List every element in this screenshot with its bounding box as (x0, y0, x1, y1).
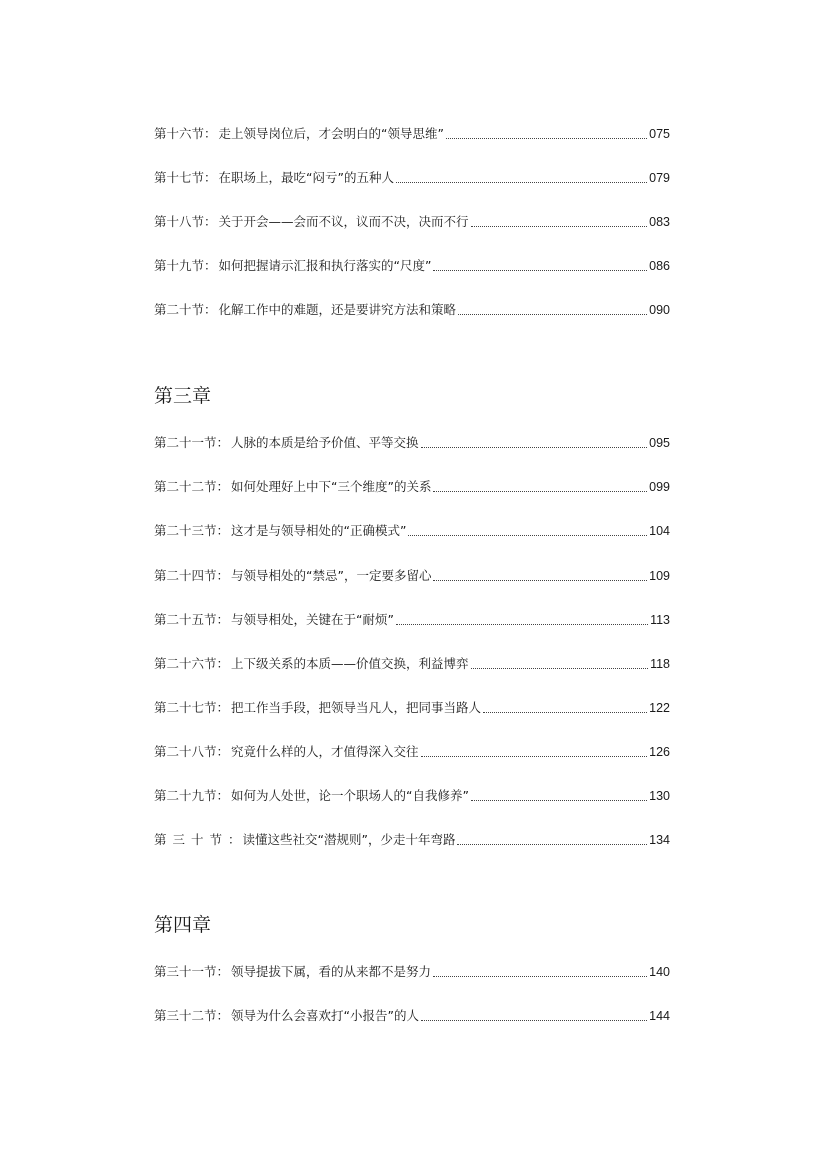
toc-entry-section-19[interactable] (154, 254, 670, 274)
toc-entry-section-17[interactable] (154, 166, 670, 186)
toc-entry-title: 把工作当手段，把领导当凡人，把同事当路人 (231, 700, 482, 715)
dot-leader (433, 491, 647, 492)
toc-entry-separator: ： (204, 302, 217, 317)
toc-entry-label: 第二十九节 (154, 788, 217, 803)
dot-leader (433, 270, 647, 271)
toc-entry-separator: ： (216, 656, 230, 671)
chapter-heading: 第四章 (154, 914, 212, 936)
toc-entry-label: 第十六节 (154, 126, 205, 141)
toc-entry-page-number: 126 (649, 745, 670, 759)
toc-entry-title: 走上领导岗位后，才会明白的“领导思维” (218, 126, 444, 141)
toc-entry-label: 第二十三节 (154, 523, 217, 538)
toc-entry-separator: ： (216, 612, 230, 627)
dot-leader (421, 1020, 647, 1021)
toc-entry-page-number: 104 (649, 524, 670, 538)
toc-entry-page-number: 090 (649, 303, 670, 317)
toc-entry-label: 第二十八节 (154, 744, 217, 759)
dot-leader (433, 580, 647, 581)
dot-leader (471, 226, 648, 227)
dot-leader (396, 182, 647, 183)
toc-entry-section-20[interactable] (154, 298, 670, 318)
toc-entry-label: 第二十节 (154, 302, 205, 317)
toc-entry-page-number: 113 (650, 613, 670, 627)
toc-entry-label: 第二十一节 (154, 435, 217, 450)
toc-entry-label: 第二十五节 (154, 612, 217, 627)
toc-entry-title: 领导为什么会喜欢打“小报告”的人 (231, 1008, 419, 1023)
toc-entry-title: 人脉的本质是给予价值、平等交换 (231, 435, 419, 450)
toc-entry-separator: ： (216, 964, 230, 979)
toc-entry-separator: ： (216, 700, 230, 715)
toc-entry-page-number: 134 (649, 833, 670, 847)
toc-entry-separator: ： (204, 170, 217, 185)
dot-leader (396, 624, 648, 625)
toc-entry-section-30[interactable] (154, 828, 670, 848)
toc-entry-page-number: 140 (649, 965, 670, 979)
toc-entry-label: 第三十节 (154, 832, 229, 847)
toc-entry-separator: ： (204, 126, 217, 141)
toc-entry-title: 如何为人处世，论一个职场人的“自我修养” (231, 788, 469, 803)
toc-entry-title: 与领导相处，关键在于“耐烦” (231, 612, 394, 627)
toc-entry-separator: ： (228, 832, 241, 847)
toc-entry-separator: ： (216, 788, 230, 803)
dot-leader (408, 535, 647, 536)
toc-entry-section-21[interactable] (154, 431, 670, 451)
toc-entry-section-16[interactable] (154, 122, 670, 142)
toc-entry-separator: ： (204, 214, 217, 229)
toc-entry-page-number: 083 (649, 215, 670, 229)
toc-entry-page-number: 095 (649, 436, 670, 450)
toc-entry-page-number: 099 (649, 480, 670, 494)
toc-entry-label: 第二十四节 (154, 568, 217, 583)
toc-entry-separator: ： (216, 435, 230, 450)
toc-entry-label: 第十八节 (154, 214, 205, 229)
toc-entry-separator: ： (204, 258, 217, 273)
toc-entry-section-28[interactable] (154, 740, 670, 760)
dot-leader (458, 314, 647, 315)
dot-leader (471, 800, 647, 801)
toc-entry-section-24[interactable] (154, 564, 670, 584)
toc-entry-separator: ： (216, 523, 230, 538)
chapter-heading: 第三章 (154, 385, 212, 407)
toc-entry-page-number: 118 (650, 657, 670, 671)
toc-entry-section-18[interactable] (154, 210, 670, 230)
toc-entry-section-23[interactable] (154, 519, 670, 539)
toc-entry-page-number: 109 (649, 569, 670, 583)
toc-entry-section-27[interactable] (154, 696, 670, 716)
toc-entry-title: 关于开会——会而不议，议而不决，决而不行 (218, 214, 469, 229)
toc-entry-section-29[interactable] (154, 784, 670, 804)
toc-entry-title: 在职场上，最吃“闷亏”的五种人 (218, 170, 394, 185)
toc-entry-separator: ： (216, 479, 230, 494)
toc-entry-title: 领导提拔下属，看的从来都不是努力 (231, 964, 432, 979)
dot-leader (471, 668, 649, 669)
toc-entry-title: 如何把握请示汇报和执行落实的“尺度” (218, 258, 432, 273)
toc-entry-section-26[interactable] (154, 652, 670, 672)
toc-entry-title: 上下级关系的本质——价值交换，利益博弈 (231, 656, 469, 671)
toc-entry-label: 第二十二节 (154, 479, 217, 494)
toc-entry-title: 与领导相处的“禁忌”，一定要多留心 (231, 568, 432, 583)
toc-entry-title: 读懂这些社交“潜规则”，少走十年弯路 (242, 832, 456, 847)
toc-entry-title: 如何处理好上中下“三个维度”的关系 (231, 479, 432, 494)
toc-entry-section-32[interactable] (154, 1004, 670, 1024)
dot-leader (421, 447, 648, 448)
toc-entry-separator: ： (216, 744, 230, 759)
toc-entry-page-number: 086 (649, 259, 670, 273)
toc-entry-title: 化解工作中的难题，还是要讲究方法和策略 (218, 302, 457, 317)
toc-entry-separator: ： (216, 568, 230, 583)
toc-entry-label: 第三十一节 (154, 964, 217, 979)
dot-leader (457, 844, 647, 845)
toc-entry-title: 究竟什么样的人，才值得深入交往 (231, 744, 419, 759)
toc-entry-page-number: 122 (649, 701, 670, 715)
toc-entry-label: 第三十二节 (154, 1008, 217, 1023)
toc-entry-page-number: 079 (649, 171, 670, 185)
toc-entry-label: 第二十六节 (154, 656, 217, 671)
toc-entry-page-number: 075 (649, 127, 670, 141)
toc-entry-page-number: 130 (649, 789, 670, 803)
dot-leader (446, 138, 647, 139)
dot-leader (483, 712, 647, 713)
dot-leader (421, 756, 648, 757)
toc-entry-title: 这才是与领导相处的“正确模式” (231, 523, 407, 538)
dot-leader (433, 976, 647, 977)
toc-entry-label: 第十七节 (154, 170, 205, 185)
toc-entry-label: 第二十七节 (154, 700, 217, 715)
toc-entry-label: 第十九节 (154, 258, 205, 273)
toc-entry-section-31[interactable] (154, 960, 670, 980)
toc-entry-page-number: 144 (649, 1009, 670, 1023)
toc-entry-section-22[interactable] (154, 475, 670, 495)
toc-entry-section-25[interactable] (154, 608, 670, 628)
toc-entry-separator: ： (216, 1008, 230, 1023)
